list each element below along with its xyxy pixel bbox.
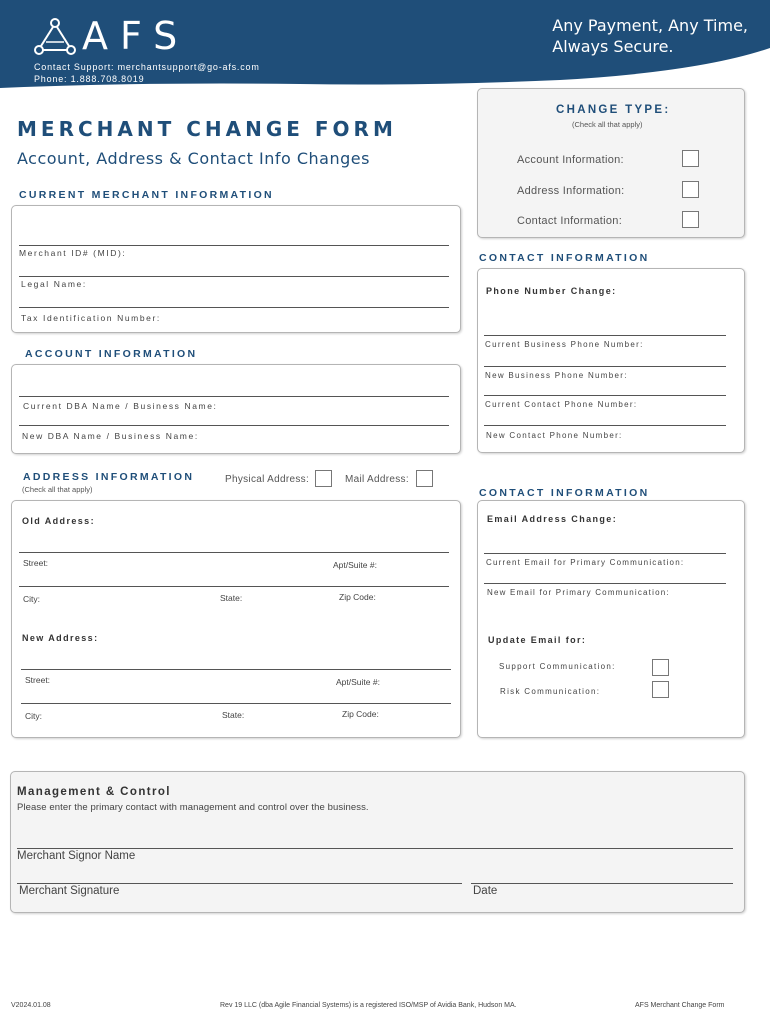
form-subtitle: Account, Address & Contact Info Changes — [17, 149, 370, 168]
current-dba-line[interactable] — [19, 396, 449, 397]
footer-disclaimer: Rev 19 LLC (dba Agile Financial Systems) is a registered ISO/MSP of Avidia Bank, Hudson MA. — [220, 1002, 517, 1009]
tagline-line-1: Any Payment, Any Time, — [552, 16, 748, 35]
management-description: Please enter the primary contact with management and control over the business. — [17, 802, 369, 813]
new-business-phone-line[interactable] — [484, 366, 726, 367]
change-type-account-checkbox[interactable] — [682, 150, 699, 167]
change-type-address-label: Address Information: — [517, 185, 625, 197]
risk-communication-checkbox[interactable] — [652, 681, 669, 698]
phone-change-heading: Phone Number Change: — [486, 286, 617, 296]
new-address-line-2[interactable] — [21, 703, 451, 704]
risk-communication-label: Risk Communication: — [500, 687, 601, 696]
mail-address-label: Mail Address: — [345, 474, 409, 485]
current-contact-phone-label: Current Contact Phone Number: — [485, 400, 638, 409]
current-business-phone-line[interactable] — [484, 335, 726, 336]
tagline-line-2: Always Secure. — [552, 37, 674, 56]
new-dba-label: New DBA Name / Business Name: — [22, 431, 199, 441]
old-city-label: City: — [23, 594, 40, 604]
current-email-label: Current Email for Primary Communication: — [486, 558, 685, 567]
new-email-line[interactable] — [484, 583, 726, 584]
footer-form-name: AFS Merchant Change Form — [635, 1002, 725, 1009]
change-type-heading: CHANGE TYPE: — [556, 104, 671, 116]
physical-address-checkbox[interactable] — [315, 470, 332, 487]
old-apt-label: Apt/Suite #: — [333, 560, 377, 570]
new-contact-phone-label: New Contact Phone Number: — [486, 431, 623, 440]
tax-id-line[interactable] — [19, 307, 449, 308]
merchant-id-line[interactable] — [19, 245, 449, 246]
current-dba-label: Current DBA Name / Business Name: — [23, 401, 218, 411]
contact-support: Contact Support: merchantsupport@go-afs.com — [34, 62, 260, 72]
physical-address-label: Physical Address: — [225, 474, 310, 485]
old-zip-label: Zip Code: — [339, 592, 376, 602]
contact-phone: Phone: 1.888.708.8019 — [34, 74, 145, 84]
email-change-heading: Email Address Change: — [487, 514, 618, 524]
signature-label: Merchant Signature — [19, 885, 120, 897]
new-email-label: New Email for Primary Communication: — [487, 588, 670, 597]
tax-id-label: Tax Identification Number: — [21, 313, 161, 323]
old-street-label: Street: — [23, 558, 49, 568]
new-zip-label: Zip Code: — [342, 709, 379, 719]
support-communication-label: Support Communication: — [499, 662, 616, 671]
new-city-label: City: — [25, 711, 42, 721]
support-communication-checkbox[interactable] — [652, 659, 669, 676]
old-address-line-2[interactable] — [19, 586, 449, 587]
current-email-line[interactable] — [484, 553, 726, 554]
account-info-heading: ACCOUNT INFORMATION — [25, 348, 198, 360]
new-contact-phone-line[interactable] — [484, 425, 726, 426]
change-type-note: (Check all that apply) — [572, 120, 643, 129]
management-title: Management & Control — [17, 786, 171, 798]
date-label: Date — [473, 885, 498, 897]
current-contact-phone-line[interactable] — [484, 395, 726, 396]
signor-name-line[interactable] — [17, 848, 733, 849]
change-type-contact-checkbox[interactable] — [682, 211, 699, 228]
new-apt-label: Apt/Suite #: — [336, 677, 380, 687]
new-state-label: State: — [222, 710, 245, 720]
contact-email-heading: CONTACT INFORMATION — [479, 487, 650, 499]
contact-phone-heading: CONTACT INFORMATION — [479, 252, 650, 264]
merchant-id-label: Merchant ID# (MID): — [19, 248, 127, 258]
old-state-label: State: — [220, 593, 243, 603]
new-address-line-1[interactable] — [21, 669, 451, 670]
legal-name-label: Legal Name: — [21, 279, 87, 289]
change-type-contact-label: Contact Information: — [517, 215, 623, 227]
signature-line[interactable] — [17, 883, 462, 884]
new-address-heading: New Address: — [22, 633, 99, 643]
change-type-account-label: Account Information: — [517, 154, 624, 166]
legal-name-line[interactable] — [19, 276, 449, 277]
afs-logo-text: AFS — [82, 14, 190, 58]
new-business-phone-label: New Business Phone Number: — [485, 371, 628, 380]
mail-address-checkbox[interactable] — [416, 470, 433, 487]
old-address-heading: Old Address: — [22, 516, 95, 526]
update-email-heading: Update Email for: — [488, 635, 587, 645]
address-info-note: (Check all that apply) — [22, 485, 93, 494]
afs-logo-icon — [34, 18, 76, 56]
form-title: MERCHANT CHANGE FORM — [17, 117, 397, 141]
address-info-heading: ADDRESS INFORMATION — [23, 471, 195, 483]
new-street-label: Street: — [25, 675, 51, 685]
current-merchant-heading: CURRENT MERCHANT INFORMATION — [19, 189, 274, 201]
contact-email-box — [477, 500, 745, 738]
tagline — [552, 15, 748, 57]
old-address-line-1[interactable] — [19, 552, 449, 553]
new-dba-line[interactable] — [19, 425, 449, 426]
current-business-phone-label: Current Business Phone Number: — [485, 340, 644, 349]
signor-name-label: Merchant Signor Name — [17, 850, 136, 862]
change-type-address-checkbox[interactable] — [682, 181, 699, 198]
footer-version: V2024.01.08 — [11, 1002, 51, 1009]
date-line[interactable] — [471, 883, 733, 884]
